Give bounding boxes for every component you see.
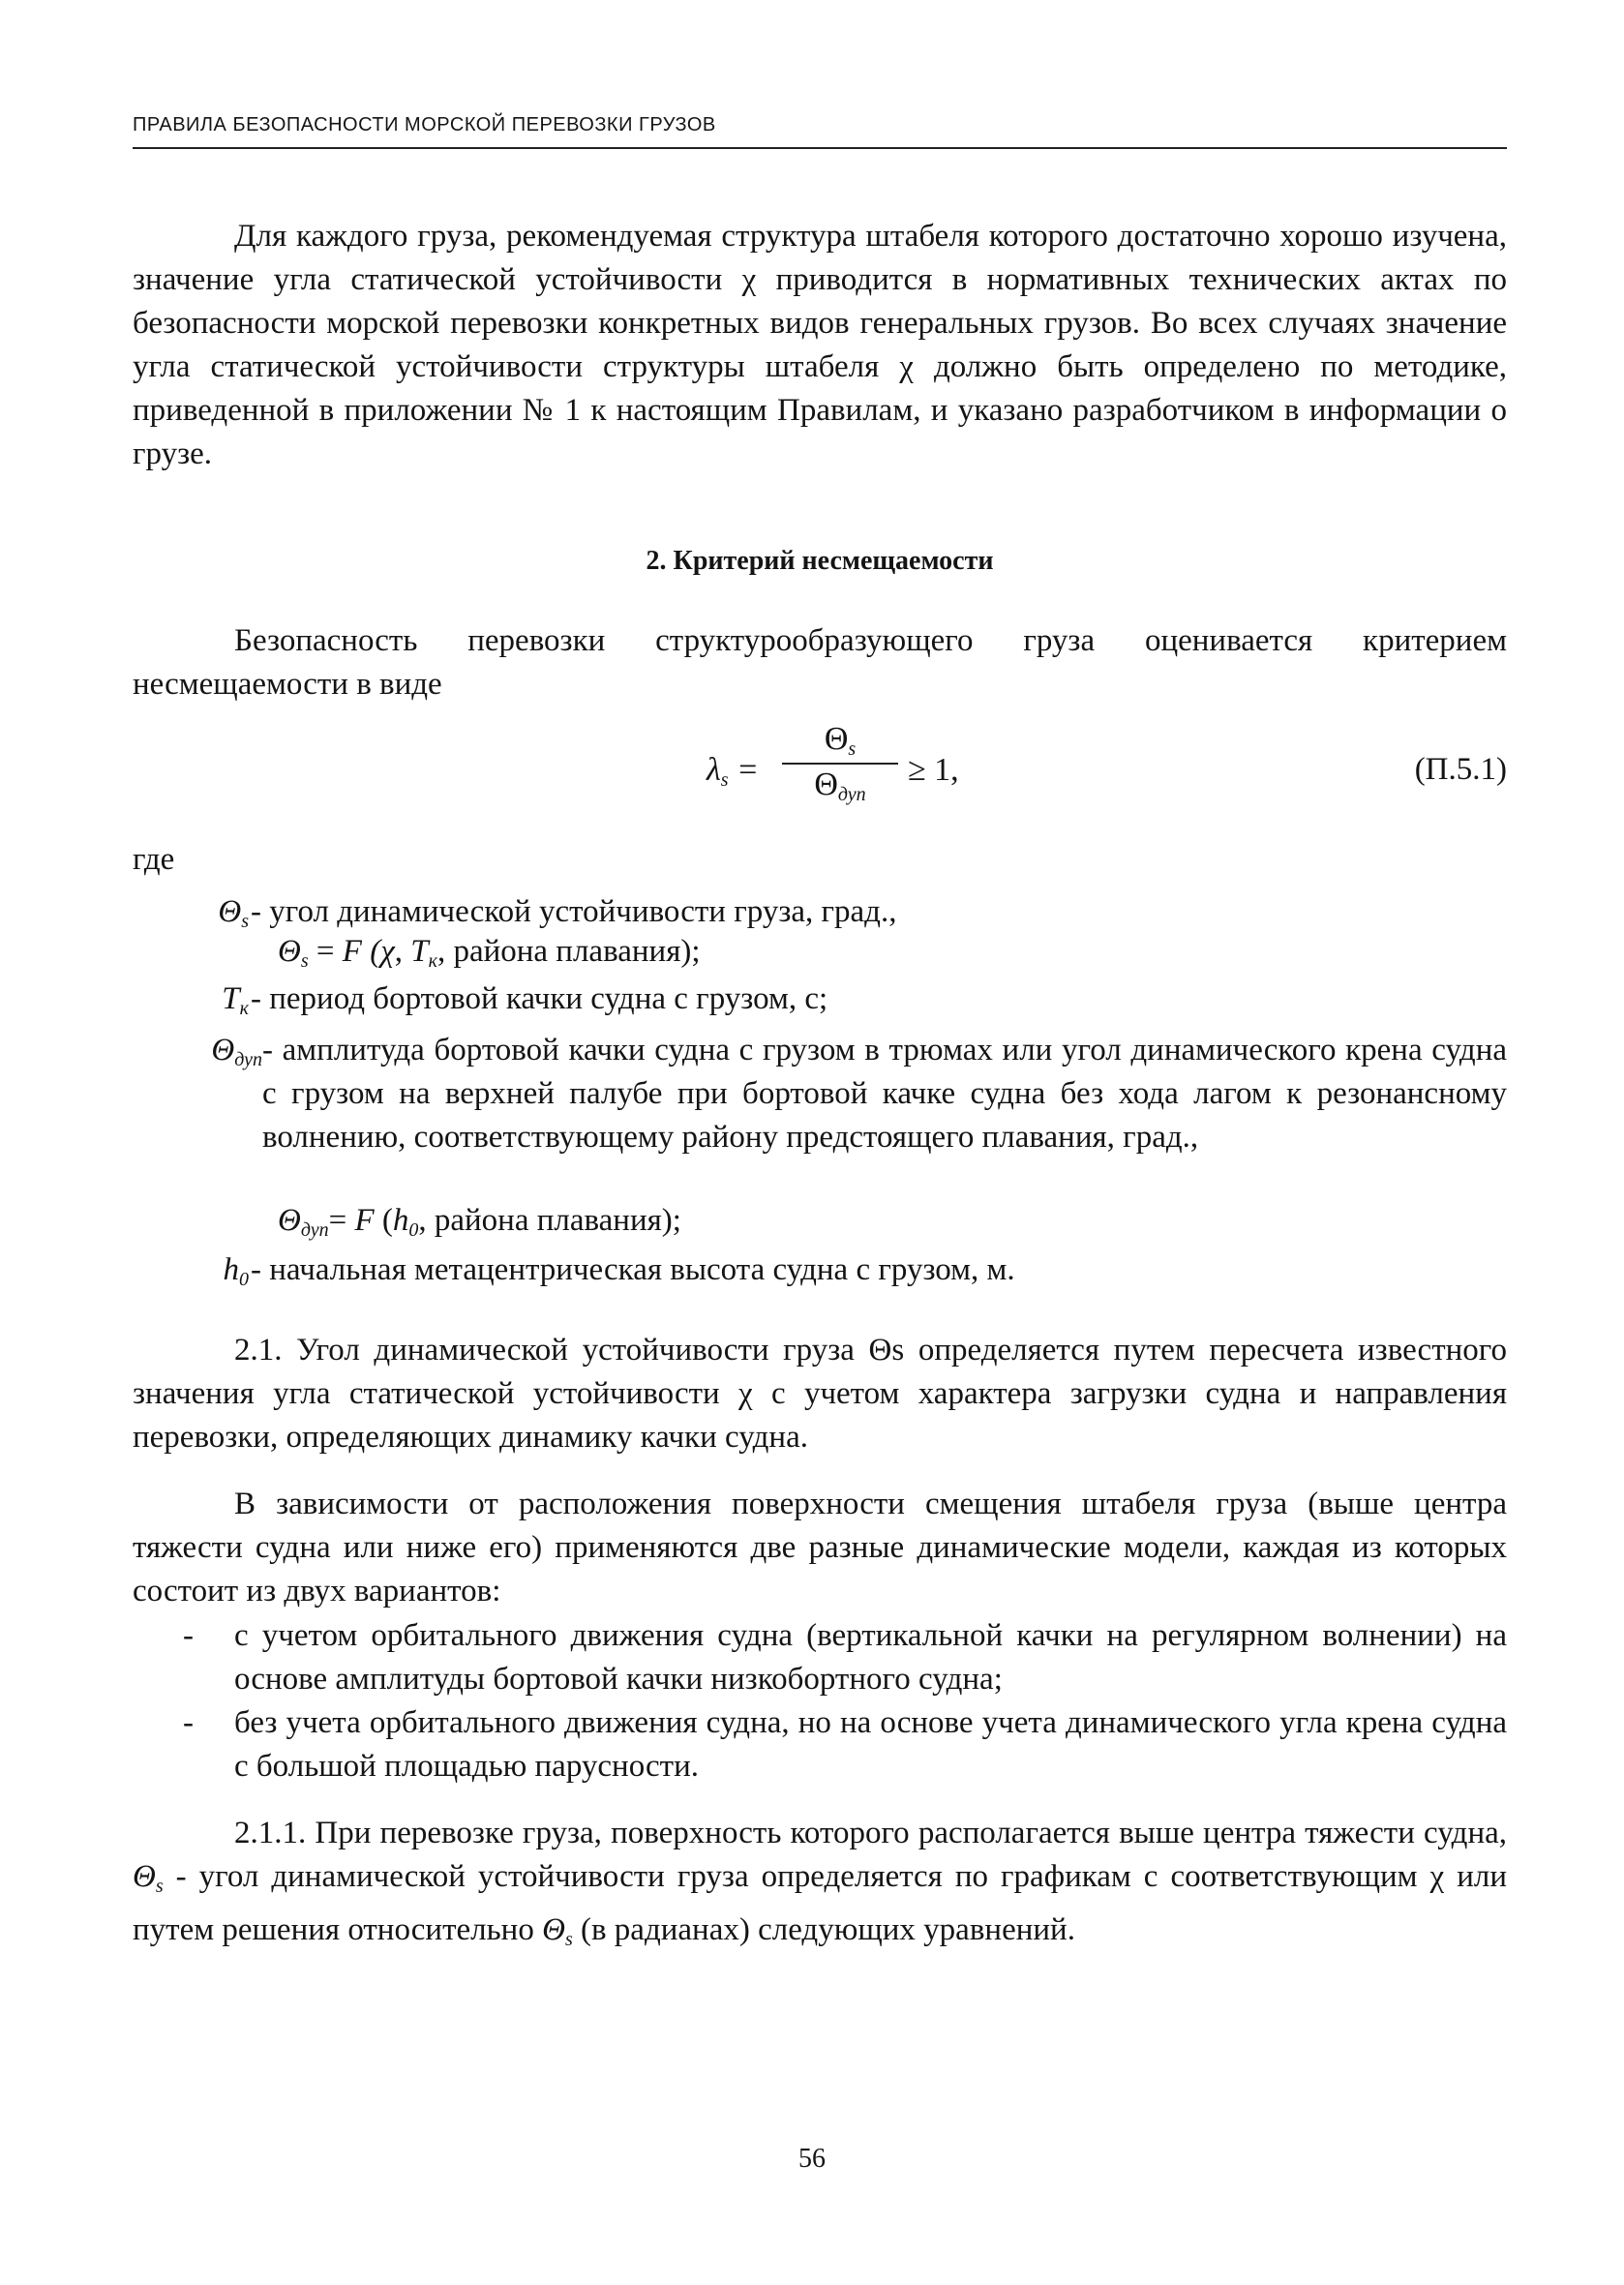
formula-numerator-symbol: Θ xyxy=(824,721,849,757)
formula-denominator xyxy=(782,767,898,806)
list-dash: - xyxy=(183,1705,194,1740)
fs-T: T xyxy=(410,934,429,969)
definition-symbol xyxy=(133,977,249,1031)
fd-eq: = xyxy=(328,1203,355,1238)
definition-symbol-sub: 0 xyxy=(239,1269,249,1290)
p211-part2: - угол динамической устойчивости груза определяется по графикам с соответствующим χ или путем решения относительно xyxy=(133,1859,1507,1947)
formula-lambda-sub: s xyxy=(720,769,729,791)
fs-lhs-sub: s xyxy=(300,950,309,972)
formula-fraction xyxy=(782,721,898,806)
intro-paragraph: Для каждого груза, рекомендуемая структура штабеля которого достаточно хорошо изучена, значение угла статической устойчивости χ приводится в нормативных технических актах по безопасности морской перевозки конкретных видов генеральных грузов. Во всех случаях значение угла статической устойчивости структуры штабеля χ должно быть определено по методике, приведенной в приложении № 1 к настоящим Правилам, и указано разработчиком в информации о грузе. xyxy=(133,219,1507,471)
formula-equals: = xyxy=(737,752,759,788)
fd-lhs-sub: дуп xyxy=(300,1219,329,1241)
definition-symbol-sub: s xyxy=(241,911,249,932)
fs-eq: = xyxy=(308,934,343,969)
definition-text: - начальная метацентрическая высота судна с грузом, м. xyxy=(251,1252,1015,1287)
p211-part3: (в радианах) следующих уравнений. xyxy=(572,1912,1075,1947)
formula-denominator-sub: дуп xyxy=(837,784,866,805)
definition-symbol-base: Θ xyxy=(211,1033,235,1067)
fs-chi: χ xyxy=(380,934,395,969)
formula-numerator-sub: s xyxy=(848,738,857,760)
definition-symbol-base: Θ xyxy=(218,894,242,929)
definition-symbol xyxy=(133,1248,249,1302)
definition-symbol-sub: дуп xyxy=(234,1049,262,1070)
definition-text: - амплитуда бортовой качки судна с грузом в трюмах или угол динамического крена судна с грузом на верхней палубе при бортовой качке судна без хода лагом к резонансному волнению, соответствующему району предстоящего плавания, град., xyxy=(262,1033,1507,1155)
variant-list xyxy=(133,1614,1507,1789)
p211-symbol-2-sub: s xyxy=(564,1929,573,1950)
header-rule xyxy=(133,147,1507,149)
paragraph-models: В зависимости от расположения поверхности смещения штабеля груза (выше центра тяжести судна или ниже его) применяются две разные динамические модели, каждая из которых состоит из двух вариантов: xyxy=(133,1487,1507,1609)
fs-open: ( xyxy=(361,934,381,969)
definition-symbol xyxy=(133,1029,262,1082)
section-intro: Безопасность перевозки структурообразующего груза оценивается критерием несмещаемости в виде xyxy=(133,623,1507,702)
list-dash: - xyxy=(183,1618,194,1653)
equation-number: (П.5.1) xyxy=(1414,752,1507,787)
definition-symbol-base: h xyxy=(223,1252,239,1287)
definition-symbol-base: T xyxy=(222,981,240,1016)
formula-rhs: ≥ 1, xyxy=(908,752,959,788)
section-title: 2. Критерий несмещаемости xyxy=(646,546,994,576)
fs-T-sub: к xyxy=(428,950,437,972)
fs-lhs: Θ xyxy=(278,934,301,969)
formula-denominator-symbol: Θ xyxy=(814,767,838,802)
paragraph-2-1: 2.1. Угол динамической устойчивости груза Θs определяется путем пересчета известного значения угла статической устойчивости χ с учетом характера загрузки судна и направления перевозки, определяющих динамику качки судна. xyxy=(133,1333,1507,1455)
formula-theta-dyn xyxy=(278,1203,681,1242)
fd-h: h xyxy=(392,1203,409,1238)
list-item xyxy=(133,1701,1507,1789)
formula-lhs xyxy=(707,752,759,792)
where-label: где xyxy=(133,842,175,877)
list-item-text: с учетом орбитального движения судна (вертикальной качки на регулярном волнении) на основе амплитуды бортовой качки низкобортного судна; xyxy=(234,1618,1507,1697)
paragraph-2-1-1 xyxy=(133,1812,1507,1962)
definition-text: - угол динамической устойчивости груза, град., xyxy=(251,894,897,929)
fs-rest: , района плавания); xyxy=(436,934,701,969)
formula-lambda: λ xyxy=(707,752,721,788)
p211-symbol-1-sub: s xyxy=(155,1876,164,1897)
fd-rest: , района плавания); xyxy=(418,1203,681,1238)
p211-part1: 2.1.1. При перевозке груза, поверхность которого располагается выше центра тяжести судна, xyxy=(234,1816,1507,1850)
p211-symbol-1: Θ xyxy=(133,1859,156,1894)
list-item xyxy=(133,1614,1507,1701)
p211-symbol-2: Θ xyxy=(542,1912,565,1947)
running-header: ПРАВИЛА БЕЗОПАСНОСТИ МОРСКОЙ ПЕРЕВОЗКИ ГРУЗОВ xyxy=(133,114,716,135)
fs-comma: , xyxy=(394,934,411,969)
definition-symbol-sub: к xyxy=(239,998,249,1019)
fraction-bar xyxy=(782,763,898,765)
definition-symbol xyxy=(133,890,249,944)
fd-h-sub: 0 xyxy=(408,1219,419,1241)
page-number: 56 xyxy=(798,2144,826,2174)
definition-text: - период бортовой качки судна с грузом, с; xyxy=(251,981,828,1016)
fs-func: F xyxy=(342,934,362,969)
fd-open: ( xyxy=(374,1203,393,1238)
formula-numerator xyxy=(782,721,898,761)
fd-lhs: Θ xyxy=(278,1203,301,1238)
formula-theta-s xyxy=(278,934,701,973)
list-item-text: без учета орбитального движения судна, но на основе учета динамического угла крена судна с большой площадью парусности. xyxy=(234,1705,1507,1784)
fd-func: F xyxy=(354,1203,375,1238)
